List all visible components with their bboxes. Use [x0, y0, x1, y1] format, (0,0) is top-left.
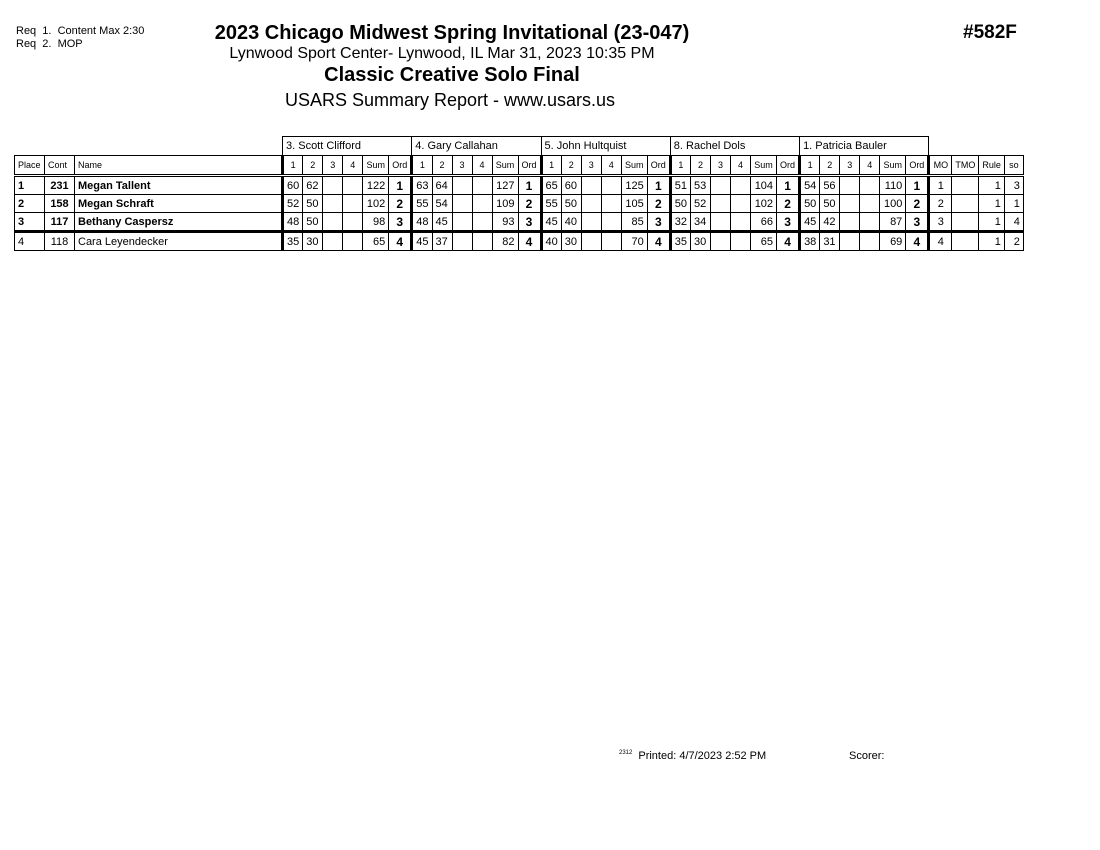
score-cell: 50 [303, 195, 323, 213]
score-cell [840, 232, 860, 251]
ordinal-cell: 3 [906, 213, 929, 232]
place-cell: 1 [15, 176, 45, 195]
judge-3-name: 5. John Hultquist [541, 137, 670, 156]
ordinal-cell: 1 [389, 176, 412, 195]
col-header-s3: 3 [323, 156, 343, 176]
tmo-cell [952, 232, 979, 251]
table-row [15, 195, 1024, 213]
rule-cell: 1 [979, 195, 1005, 213]
sum-cell: 127 [492, 176, 518, 195]
ordinal-cell: 2 [647, 195, 670, 213]
ordinal-cell: 3 [389, 213, 412, 232]
sum-cell: 98 [363, 213, 389, 232]
score-cell: 50 [820, 195, 840, 213]
score-cell [323, 213, 343, 232]
rule-cell: 1 [979, 232, 1005, 251]
score-cell: 48 [412, 213, 432, 232]
requirement-2: Req 2. MOP [16, 38, 83, 50]
col-header-ord: Ord [389, 156, 412, 176]
score-cell: 51 [670, 176, 690, 195]
so-cell: 1 [1004, 195, 1023, 213]
score-cell [711, 213, 731, 232]
col-header-sum: Sum [880, 156, 906, 176]
score-cell: 45 [412, 232, 432, 251]
cont-cell: 158 [45, 195, 75, 213]
ordinal-cell: 4 [518, 232, 541, 251]
score-cell: 50 [561, 195, 581, 213]
name-cell: Megan Schraft [75, 195, 283, 213]
col-header-mo: MO [929, 156, 952, 176]
score-cell: 55 [541, 195, 561, 213]
col-header-s1: 1 [800, 156, 820, 176]
mo-cell: 4 [929, 232, 952, 251]
score-cell: 52 [283, 195, 303, 213]
col-header-sum: Sum [751, 156, 777, 176]
col-header-s1: 1 [283, 156, 303, 176]
col-header-ord: Ord [777, 156, 800, 176]
cont-cell: 117 [45, 213, 75, 232]
col-header-sum: Sum [363, 156, 389, 176]
score-cell [472, 195, 492, 213]
sum-cell: 125 [621, 176, 647, 195]
score-cell: 30 [691, 232, 711, 251]
score-cell [343, 232, 363, 251]
score-cell [343, 195, 363, 213]
judge-4-name: 8. Rachel Dols [670, 137, 799, 156]
score-cell: 45 [432, 213, 452, 232]
sum-cell: 70 [621, 232, 647, 251]
score-cell: 53 [691, 176, 711, 195]
score-cell [711, 176, 731, 195]
col-header-so: so [1004, 156, 1023, 176]
table-row [15, 232, 1024, 251]
score-cell: 65 [541, 176, 561, 195]
rule-cell: 1 [979, 213, 1005, 232]
score-cell: 30 [561, 232, 581, 251]
ordinal-cell: 2 [389, 195, 412, 213]
score-cell: 31 [820, 232, 840, 251]
ordinal-cell: 4 [389, 232, 412, 251]
score-cell: 30 [303, 232, 323, 251]
ordinal-cell: 3 [777, 213, 800, 232]
score-cell [323, 176, 343, 195]
score-cell: 45 [541, 213, 561, 232]
score-cell [472, 232, 492, 251]
score-cell [711, 195, 731, 213]
competition-title: 2023 Chicago Midwest Spring Invitational (23-047) [214, 22, 690, 44]
score-cell [840, 195, 860, 213]
col-header-ord: Ord [518, 156, 541, 176]
report-title: USARS Summary Report - www.usars.us [284, 90, 616, 110]
results-table [14, 136, 1024, 251]
score-cell: 50 [303, 213, 323, 232]
judge-2-name: 4. Gary Callahan [412, 137, 541, 156]
col-header-s2: 2 [432, 156, 452, 176]
score-cell: 50 [670, 195, 690, 213]
score-cell: 35 [283, 232, 303, 251]
score-cell [840, 213, 860, 232]
col-header-sum: Sum [621, 156, 647, 176]
table-row [15, 176, 1024, 195]
score-cell [601, 232, 621, 251]
sum-cell: 109 [492, 195, 518, 213]
tmo-cell [952, 195, 979, 213]
judge-5-name: 1. Patricia Bauler [800, 137, 929, 156]
score-cell: 32 [670, 213, 690, 232]
col-header-s2: 2 [820, 156, 840, 176]
sum-cell: 65 [363, 232, 389, 251]
sum-cell: 100 [880, 195, 906, 213]
sum-cell: 122 [363, 176, 389, 195]
col-header-s1: 1 [670, 156, 690, 176]
score-cell [601, 213, 621, 232]
score-cell: 50 [800, 195, 820, 213]
page-mark: 2312 [619, 750, 633, 756]
score-cell: 42 [820, 213, 840, 232]
rule-cell: 1 [979, 176, 1005, 195]
score-cell [731, 195, 751, 213]
ordinal-cell: 4 [777, 232, 800, 251]
sum-cell: 69 [880, 232, 906, 251]
place-cell: 2 [15, 195, 45, 213]
col-header-tmo: TMO [952, 156, 979, 176]
ordinal-cell: 4 [906, 232, 929, 251]
cont-cell: 118 [45, 232, 75, 251]
score-cell [323, 195, 343, 213]
col-header-s4: 4 [601, 156, 621, 176]
ordinal-cell: 3 [647, 213, 670, 232]
score-cell [323, 232, 343, 251]
col-header-s1: 1 [541, 156, 561, 176]
score-cell [452, 213, 472, 232]
score-cell [581, 195, 601, 213]
score-cell: 48 [283, 213, 303, 232]
sum-cell: 102 [751, 195, 777, 213]
col-header-s3: 3 [711, 156, 731, 176]
sum-cell: 93 [492, 213, 518, 232]
ordinal-cell: 1 [647, 176, 670, 195]
so-cell: 4 [1004, 213, 1023, 232]
col-header-s3: 3 [840, 156, 860, 176]
sum-cell: 110 [880, 176, 906, 195]
score-cell: 54 [432, 195, 452, 213]
ordinal-cell: 2 [518, 195, 541, 213]
score-cell [860, 176, 880, 195]
score-cell: 54 [800, 176, 820, 195]
col-header-name: Name [75, 156, 283, 176]
judge-header-row [15, 137, 1024, 156]
score-cell [731, 232, 751, 251]
score-cell [601, 195, 621, 213]
sum-cell: 105 [621, 195, 647, 213]
col-header-s2: 2 [691, 156, 711, 176]
score-cell [860, 195, 880, 213]
sum-cell: 65 [751, 232, 777, 251]
score-cell: 38 [800, 232, 820, 251]
score-cell: 40 [561, 213, 581, 232]
score-cell [472, 213, 492, 232]
ordinal-cell: 2 [906, 195, 929, 213]
event-title: Classic Creative Solo Final [324, 64, 580, 86]
col-header-s4: 4 [860, 156, 880, 176]
column-header-row [15, 156, 1024, 176]
place-cell: 3 [15, 213, 45, 232]
scorer-label: Scorer: [849, 750, 885, 762]
score-cell: 40 [541, 232, 561, 251]
sum-cell: 82 [492, 232, 518, 251]
score-cell: 55 [412, 195, 432, 213]
col-header-s3: 3 [452, 156, 472, 176]
col-header-rule: Rule [979, 156, 1005, 176]
score-cell [860, 232, 880, 251]
score-cell: 60 [283, 176, 303, 195]
col-header-s1: 1 [412, 156, 432, 176]
place-cell: 4 [15, 232, 45, 251]
score-cell [581, 232, 601, 251]
score-cell [472, 176, 492, 195]
sum-cell: 87 [880, 213, 906, 232]
table-row [15, 213, 1024, 232]
printed-date: Printed: 4/7/2023 2:52 PM [638, 750, 767, 762]
col-header-s2: 2 [561, 156, 581, 176]
col-header-s4: 4 [731, 156, 751, 176]
score-cell [731, 213, 751, 232]
sum-cell: 102 [363, 195, 389, 213]
score-cell [731, 176, 751, 195]
name-cell: Bethany Caspersz [75, 213, 283, 232]
col-header-sum: Sum [492, 156, 518, 176]
sum-cell: 85 [621, 213, 647, 232]
score-cell: 37 [432, 232, 452, 251]
sum-cell: 104 [751, 176, 777, 195]
name-cell: Cara Leyendecker [75, 232, 283, 251]
score-cell [601, 176, 621, 195]
requirement-1: Req 1. Content Max 2:30 [16, 25, 145, 37]
col-header-ord: Ord [906, 156, 929, 176]
score-cell [452, 176, 472, 195]
score-cell [581, 176, 601, 195]
score-cell: 56 [820, 176, 840, 195]
tmo-cell [952, 176, 979, 195]
col-header-cont: Cont [45, 156, 75, 176]
col-header-s4: 4 [472, 156, 492, 176]
col-header-s4: 4 [343, 156, 363, 176]
score-cell [343, 213, 363, 232]
score-cell [452, 232, 472, 251]
score-cell: 63 [412, 176, 432, 195]
so-cell: 3 [1004, 176, 1023, 195]
ordinal-cell: 2 [777, 195, 800, 213]
ordinal-cell: 1 [777, 176, 800, 195]
so-cell: 2 [1004, 232, 1023, 251]
score-cell: 45 [800, 213, 820, 232]
col-header-s2: 2 [303, 156, 323, 176]
mo-cell: 3 [929, 213, 952, 232]
sum-cell: 66 [751, 213, 777, 232]
mo-cell: 2 [929, 195, 952, 213]
mo-cell: 1 [929, 176, 952, 195]
printed-info [619, 750, 766, 762]
tmo-cell [952, 213, 979, 232]
score-cell [711, 232, 731, 251]
col-header-s3: 3 [581, 156, 601, 176]
cont-cell: 231 [45, 176, 75, 195]
name-cell: Megan Tallent [75, 176, 283, 195]
score-cell: 34 [691, 213, 711, 232]
score-cell [860, 213, 880, 232]
score-cell: 52 [691, 195, 711, 213]
col-header-ord: Ord [647, 156, 670, 176]
score-cell [840, 176, 860, 195]
score-cell [581, 213, 601, 232]
event-code: #582F [963, 22, 1017, 43]
venue-line: Lynwood Sport Center- Lynwood, IL Mar 31, 2023 10:35 PM [229, 45, 655, 62]
score-cell: 35 [670, 232, 690, 251]
ordinal-cell: 4 [647, 232, 670, 251]
score-cell [452, 195, 472, 213]
ordinal-cell: 1 [518, 176, 541, 195]
col-header-place: Place [15, 156, 45, 176]
score-cell: 64 [432, 176, 452, 195]
score-cell: 60 [561, 176, 581, 195]
score-cell: 62 [303, 176, 323, 195]
ordinal-cell: 3 [518, 213, 541, 232]
judge-1-name: 3. Scott Clifford [283, 137, 412, 156]
ordinal-cell: 1 [906, 176, 929, 195]
score-cell [343, 176, 363, 195]
